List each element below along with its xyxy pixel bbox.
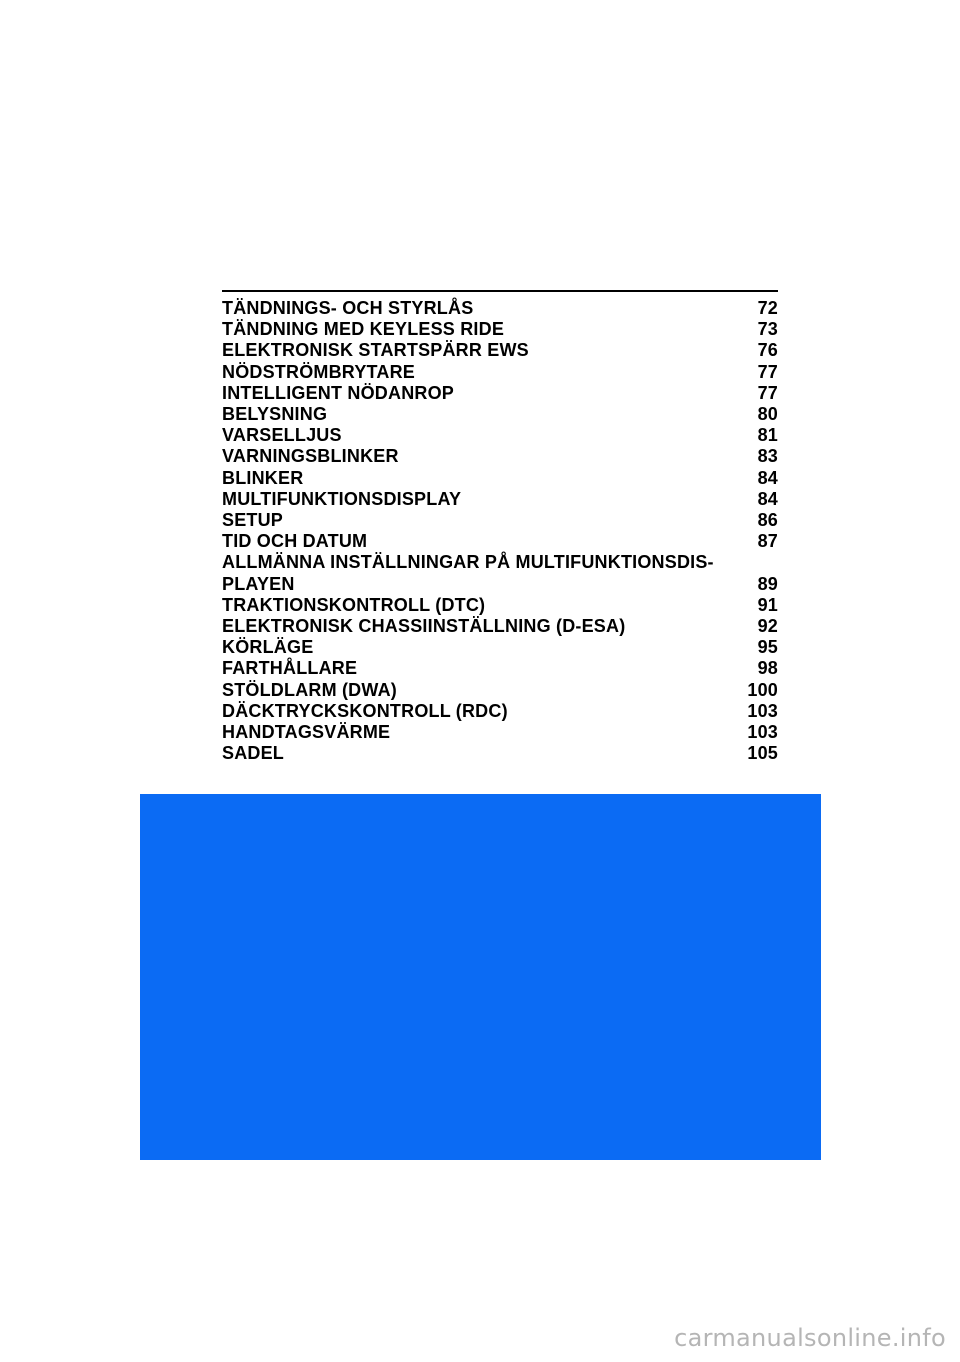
- toc-entry-page: 84: [757, 488, 778, 509]
- toc-entry-tandnings-och-styrlas[interactable]: [222, 298, 778, 319]
- toc-entry-varningsblinker[interactable]: [222, 446, 778, 467]
- toc-entry-title: TID OCH DATUM: [222, 531, 368, 552]
- toc-entry-title: DÄCKTRYCKSKONTROLL (RDC): [222, 700, 508, 721]
- toc-entry-page: 77: [757, 382, 778, 403]
- toc-entry-title: VARNINGSBLINKER: [222, 446, 399, 467]
- toc-entry-page: 73: [757, 319, 778, 340]
- toc-entry-page: 86: [757, 510, 778, 531]
- toc-entry-page: 103: [747, 700, 778, 721]
- toc-entry-elektronisk-chassiinstallning[interactable]: [222, 616, 778, 637]
- toc-entry-page: 100: [747, 679, 778, 700]
- toc-entry-page: 89: [757, 573, 778, 594]
- table-of-contents: [222, 290, 778, 764]
- toc-entry-korlage[interactable]: [222, 637, 778, 658]
- toc-entry-title: TRAKTIONSKONTROLL (DTC): [222, 594, 486, 615]
- toc-entry-page: 87: [757, 531, 778, 552]
- toc-entry-page: 80: [757, 404, 778, 425]
- toc-entry-title: MULTIFUNKTIONSDISPLAY: [222, 488, 462, 509]
- toc-entry-title: STÖLDLARM (DWA): [222, 679, 397, 700]
- toc-entry-title: NÖDSTRÖMBRYTARE: [222, 361, 415, 382]
- toc-entry-title: SETUP: [222, 510, 284, 531]
- toc-entry-handtagsvarme[interactable]: [222, 722, 778, 743]
- toc-entry-title: ALLMÄNNA INSTÄLLNINGAR PÅ MULTIFUNKTIONSDIS-PLAYEN: [222, 552, 714, 594]
- toc-entry-nodstrombrytare[interactable]: [222, 362, 778, 383]
- toc-entry-blinker[interactable]: [222, 468, 778, 489]
- toc-entry-title: ELEKTRONISK CHASSIINSTÄLLNING (D-ESA): [222, 616, 626, 637]
- toc-entry-setup[interactable]: [222, 510, 778, 531]
- toc-entry-tandning-med-keyless-ride[interactable]: [222, 319, 778, 340]
- toc-entry-stoldlarm-dwa[interactable]: [222, 680, 778, 701]
- toc-entry-varselljus[interactable]: [222, 425, 778, 446]
- toc-entry-page: 91: [757, 594, 778, 615]
- toc-entry-title: BLINKER: [222, 467, 304, 488]
- toc-entry-page: 92: [757, 616, 778, 637]
- toc-entry-page: 76: [757, 340, 778, 361]
- toc-entry-page: 72: [757, 298, 778, 318]
- toc-entry-title: FARTHÅLLARE: [222, 658, 358, 679]
- toc-entry-traktionskontroll-dtc[interactable]: [222, 595, 778, 616]
- toc-entry-page: 95: [757, 637, 778, 658]
- toc-entry-title: KÖRLÄGE: [222, 637, 314, 658]
- toc-entry-page: 103: [747, 722, 778, 743]
- toc-entry-sadel[interactable]: [222, 743, 778, 764]
- toc-entry-page: 83: [757, 446, 778, 467]
- toc-entry-title: ELEKTRONISK STARTSPÄRR EWS: [222, 340, 529, 361]
- toc-entry-tid-och-datum[interactable]: [222, 531, 778, 552]
- toc-entry-title: TÄNDNING MED KEYLESS RIDE: [222, 319, 505, 340]
- watermark-text: carmanualsonline.info: [674, 1324, 946, 1352]
- toc-entry-page: 84: [757, 467, 778, 488]
- toc-entry-title: HANDTAGSVÄRME: [222, 722, 391, 743]
- toc-entry-belysning[interactable]: [222, 404, 778, 425]
- toc-entry-farthallare[interactable]: [222, 658, 778, 679]
- toc-entry-page: 77: [757, 361, 778, 382]
- toc-entry-page: 98: [757, 658, 778, 679]
- toc-entry-page: 105: [747, 743, 778, 764]
- toc-entry-title: VARSELLJUS: [222, 425, 342, 446]
- blue-color-block: [140, 794, 821, 1160]
- toc-entry-dacktryckskontroll-rdc[interactable]: [222, 701, 778, 722]
- toc-entry-multifunktionsdisplay[interactable]: [222, 489, 778, 510]
- toc-entry-title: BELYSNING: [222, 404, 328, 425]
- toc-entry-allmanna-installningar[interactable]: [222, 552, 778, 594]
- toc-entry-title: TÄNDNINGS- OCH STYRLÅS: [222, 298, 474, 318]
- toc-entry-intelligent-nodanrop[interactable]: [222, 383, 778, 404]
- toc-entry-page: 81: [757, 425, 778, 446]
- toc-entry-title: SADEL: [222, 743, 285, 764]
- toc-entry-title: INTELLIGENT NÖDANROP: [222, 382, 454, 403]
- toc-entry-elektronisk-startsparr-ews[interactable]: [222, 340, 778, 361]
